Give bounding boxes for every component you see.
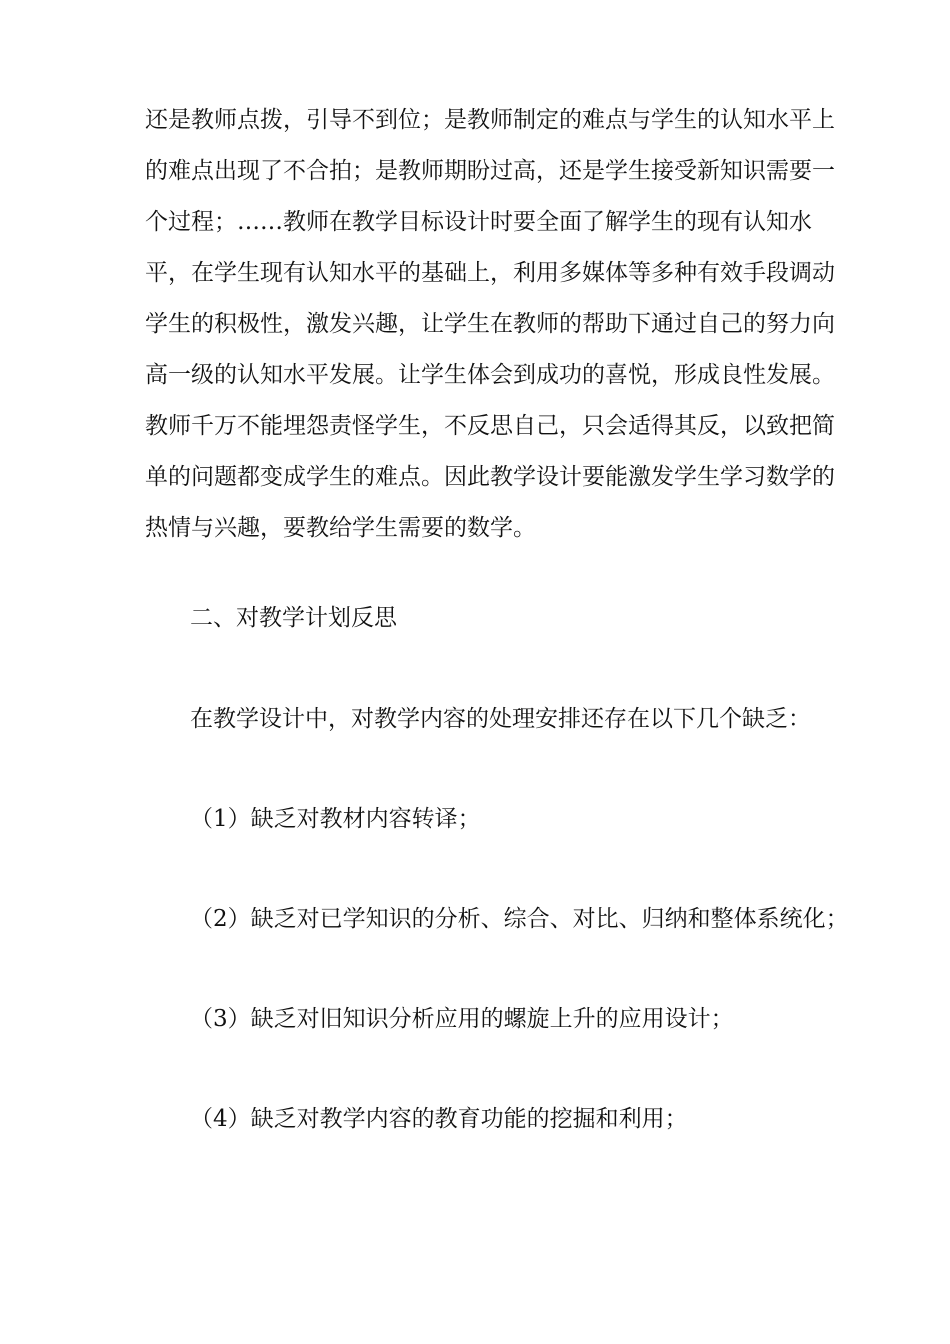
paragraph-line: 高一级的认知水平发展。让学生体会到成功的喜悦，形成良性发展。 xyxy=(145,362,835,388)
list-item: （3）缺乏对旧知识分析应用的螺旋上升的应用设计； xyxy=(190,1006,734,1032)
paragraph-line: 学生的积极性，激发兴趣，让学生在教师的帮助下通过自己的努力向 xyxy=(145,311,835,337)
list-item: （2）缺乏对已学知识的分析、综合、对比、归纳和整体系统化； xyxy=(190,906,849,932)
paragraph-line: 还是教师点拨，引导不到位；是教师制定的难点与学生的认知水平上 xyxy=(145,107,835,133)
intro-text: 在教学设计中，对教学内容的处理安排还存在以下几个缺乏： xyxy=(190,706,811,732)
body-paragraph xyxy=(145,95,835,554)
paragraph-line: 个过程；……教师在教学目标设计时要全面了解学生的现有认知水 xyxy=(145,209,812,235)
paragraph-line: 热情与兴趣，要教给学生需要的数学。 xyxy=(145,515,536,541)
list-item: （4）缺乏对教学内容的教育功能的挖掘和利用； xyxy=(190,1106,688,1132)
list-item: （1）缺乏对教材内容转译； xyxy=(190,806,481,832)
section-heading: 二、对教学计划反思 xyxy=(190,605,397,631)
paragraph-line: 的难点出现了不合拍；是教师期盼过高，还是学生接受新知识需要一 xyxy=(145,158,835,184)
paragraph-line: 教师千万不能埋怨责怪学生，不反思自己，只会适得其反，以致把简 xyxy=(145,413,835,439)
paragraph-line: 单的问题都变成学生的难点。因此教学设计要能激发学生学习数学的 xyxy=(145,464,835,490)
paragraph-line: 平，在学生现有认知水平的基础上，利用多媒体等多种有效手段调动 xyxy=(145,260,835,286)
